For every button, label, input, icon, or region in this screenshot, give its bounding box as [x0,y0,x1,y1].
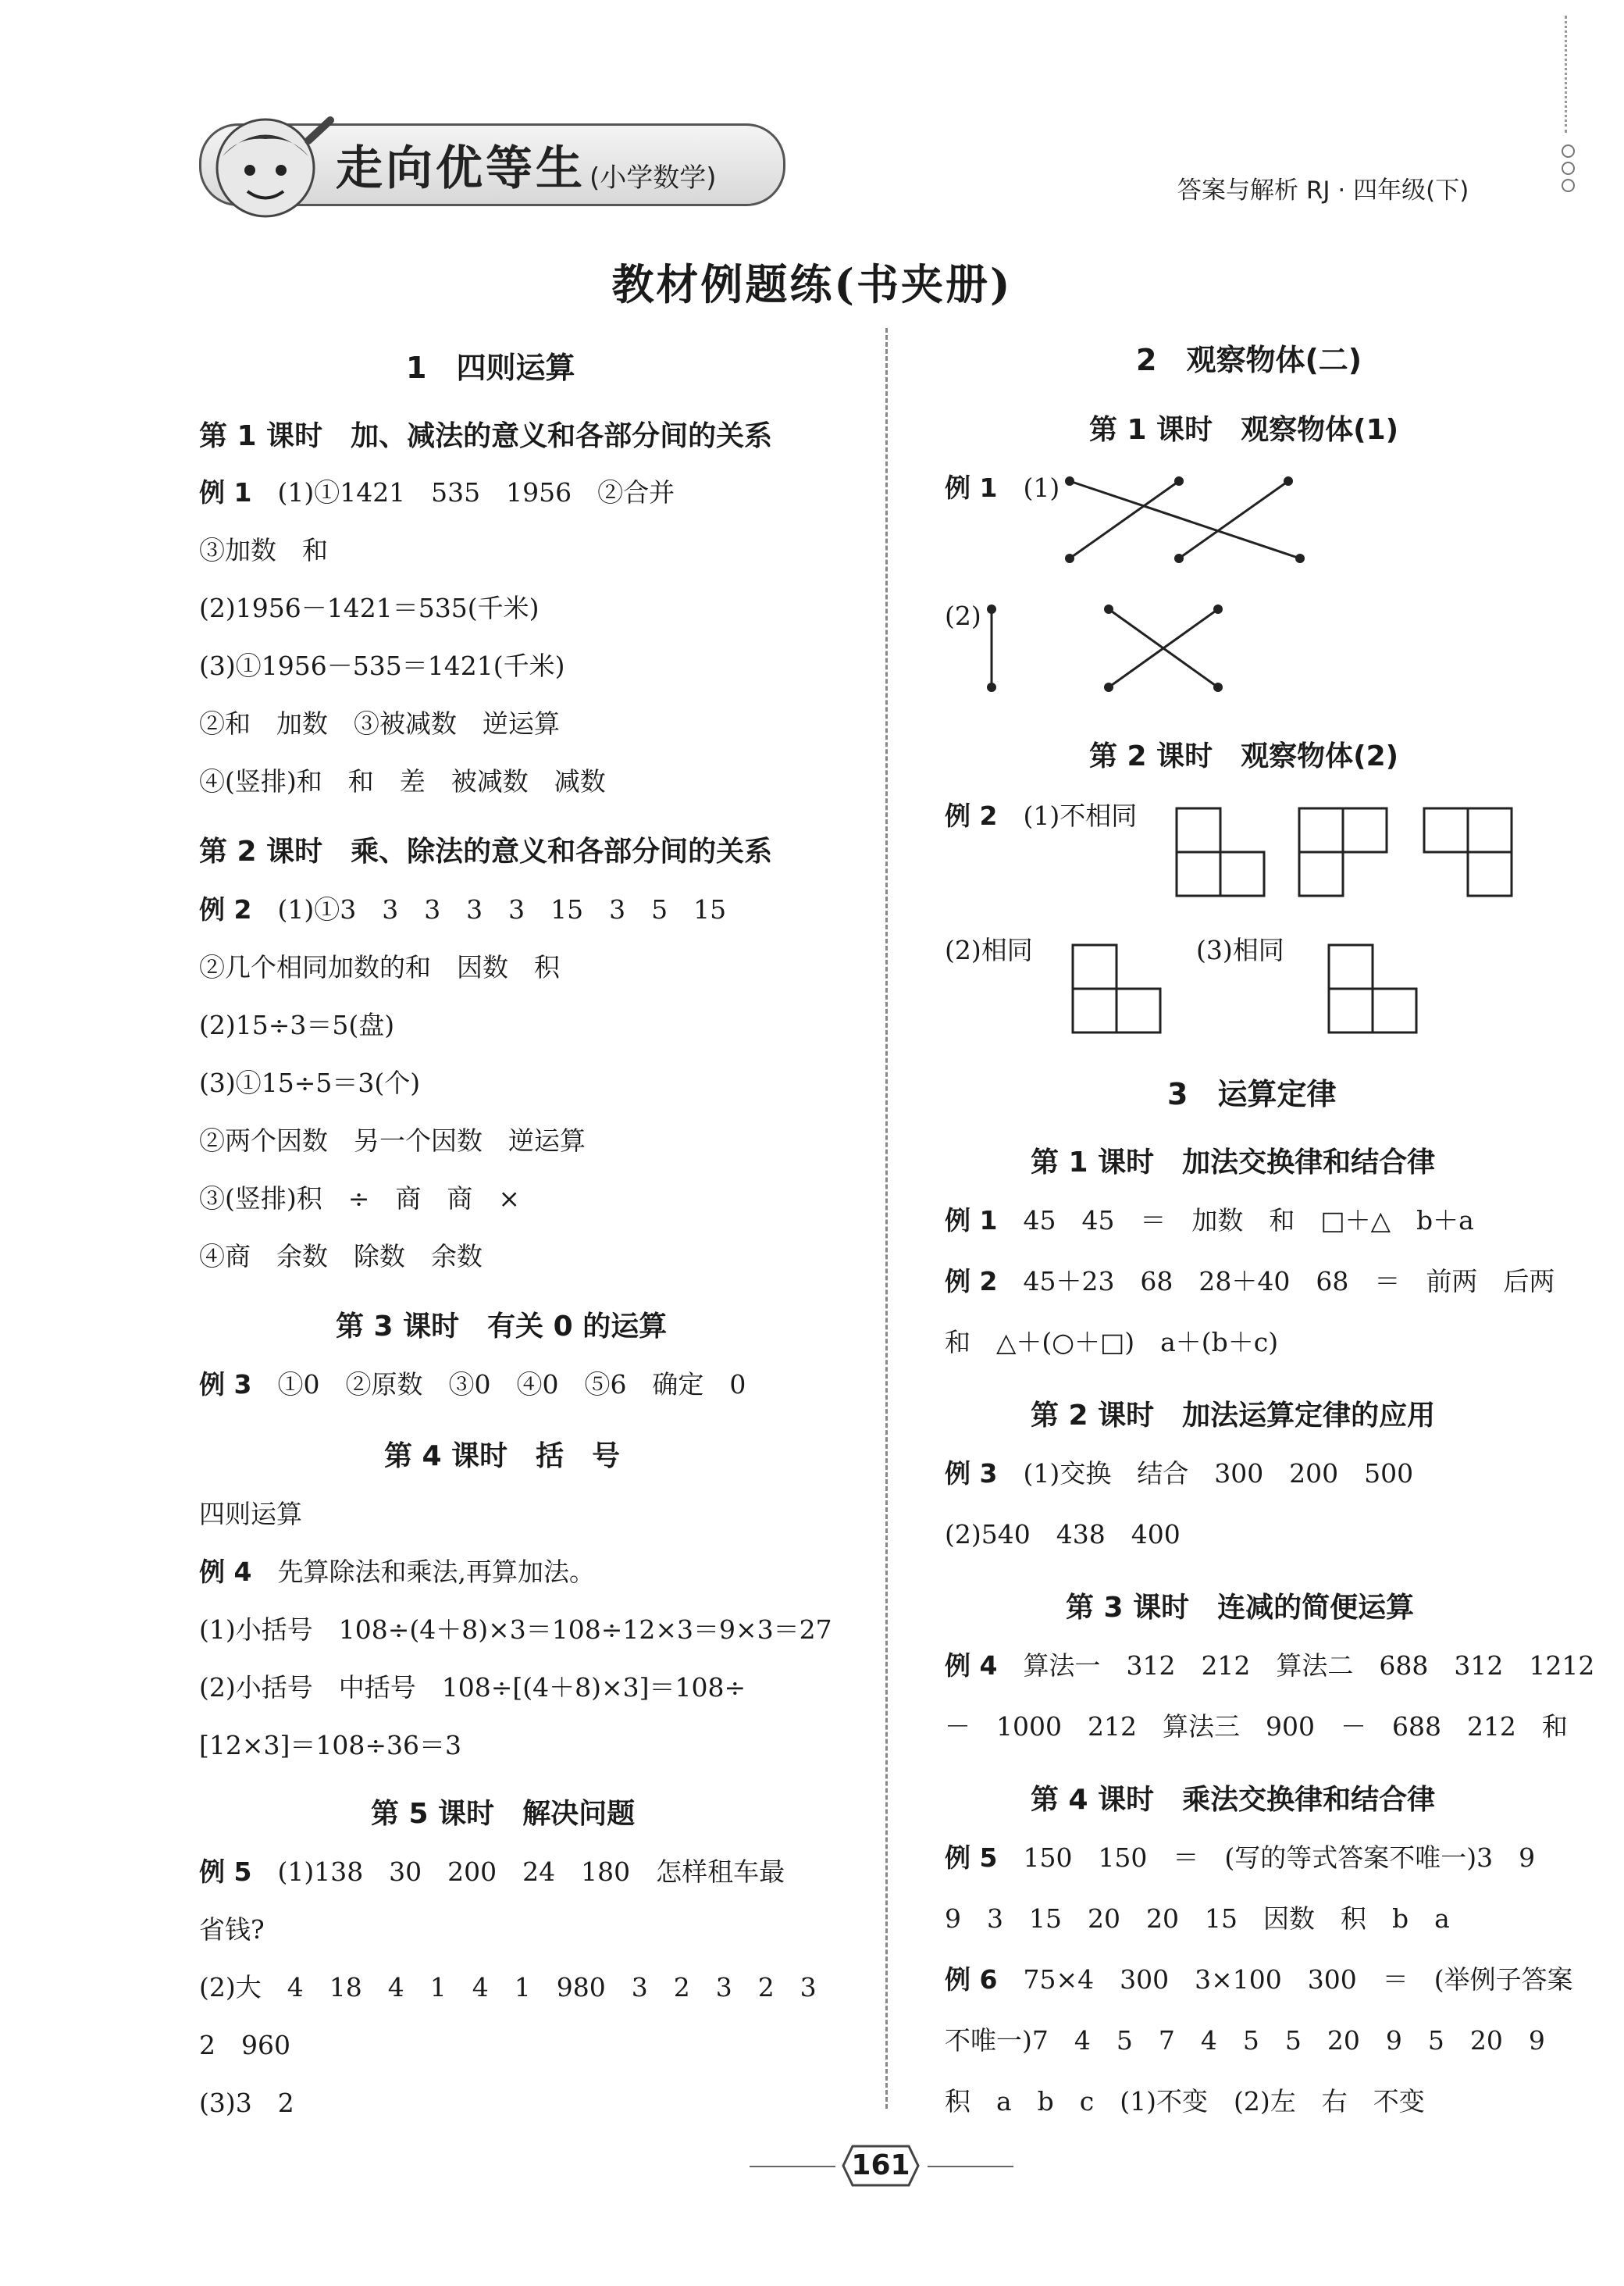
answer-text: (1)138 30 200 24 180 怎样租车最 [277,1856,785,1887]
example-2-line [199,894,727,925]
example-label: 例 3 [199,1369,252,1400]
example-label: 例 3 [945,1458,998,1489]
u3-example-4-line [945,1650,1595,1681]
example-label: 例 4 [945,1650,998,1681]
mascot-icon [191,109,340,226]
view-shape-1 [1175,807,1269,900]
answer-line: (2)相同 [945,935,1033,965]
example-5-line [199,1856,785,1887]
example-label: 例 2 [199,894,252,925]
example-label: 例 1 [199,477,252,508]
example-1-line [199,477,675,508]
unit-3-title: 3 运算定律 [1167,1077,1337,1111]
view-shape-5 [1327,943,1421,1037]
answer-line: [12×3]＝108÷36＝3 [199,1730,462,1760]
lesson-3-title: 第 3 课时 有关 0 的运算 [336,1311,668,1343]
u3-example-1-line [945,1205,1474,1236]
unit-3-lesson-3-title: 第 3 课时 连减的简便运算 [1066,1592,1415,1624]
answer-text: 45 45 ＝ 加数 和 □＋△ b＋a [1023,1205,1474,1236]
example-3-line [199,1369,746,1400]
answer-line: 省钱? [199,1914,265,1945]
answer-line: 和 △＋(○＋□) a＋(b＋c) [945,1327,1279,1357]
example-4-line [199,1559,595,1585]
view-shape-4 [1071,943,1165,1037]
unit-1-title: 1 四则运算 [406,351,575,385]
answer-line: ②几个相同加数的和 因数 积 [199,952,560,983]
answer-line: (3)相同 [1196,935,1284,965]
answer-line: (3)①1956－535＝1421(千米) [199,651,565,681]
u3-example-2-line [945,1268,1555,1294]
example-label: 例 4 [199,1557,252,1587]
answer-text: (1)不相同 [1023,801,1138,831]
answer-text: ①0 ②原数 ③0 ④0 ⑤6 确定 0 [277,1369,746,1400]
example-label: 例 1 [945,1205,998,1236]
example-label: 例 5 [199,1856,252,1887]
logo-title: 走向优等生 [336,141,586,196]
answer-line: (2)15÷3＝5(盘) [199,1010,395,1040]
u3-example-6-line [945,1964,1573,1995]
answer-text: 150 150 ＝ (写的等式答案不唯一)3 9 [1023,1842,1536,1873]
unit-3-lesson-1-title: 第 1 课时 加法交换律和结合律 [1031,1147,1436,1179]
answer-line: ③(竖排)积 ÷ 商 商 × [199,1183,521,1214]
page-number-text: 161 [851,2149,910,2181]
answer-text: 75×4 300 3×100 300 ＝ (举例子答案 [1023,1964,1573,1995]
footer-rule-left [750,2166,835,2167]
answer-line: ②和 加数 ③被减数 逆运算 [199,708,560,739]
example-label: 例 6 [945,1964,998,1995]
line-matching-diagram-2 [980,597,1230,699]
u3-example-5-line [945,1842,1536,1873]
answer-text: (1)①1421 535 1956 ②合并 [277,477,675,508]
answer-text: 算法一 312 212 算法二 688 312 1212 [1023,1650,1595,1681]
answer-line: ④(竖排)和 和 差 被减数 减数 [199,766,606,797]
lesson-2-title: 第 2 课时 乘、除法的意义和各部分间的关系 [199,836,773,868]
answer-line: (2)大 4 18 4 1 4 1 980 3 2 3 2 3 [199,1972,817,2002]
answer-line: (1)小括号 108÷(4＋8)×3＝108÷12×3＝9×3＝27 [199,1614,832,1645]
answer-line: － 1000 212 算法三 900 － 688 212 和 [945,1711,1568,1742]
page-number [842,2144,920,2188]
unit-3-lesson-2-title: 第 2 课时 加法运算定律的应用 [1031,1400,1436,1432]
example-label: 例 2 [945,1266,998,1296]
u2-example-2-line [945,803,1137,829]
answer-line: (3)①15÷5＝3(个) [199,1068,421,1098]
lesson-4-title: 第 4 课时 括 号 [384,1440,621,1472]
answer-text: (1)交换 结合 300 200 500 [1023,1458,1414,1489]
header-book-info: 答案与解析 RJ · 四年级(下) [1177,177,1469,205]
header-dots-decoration [1562,144,1575,196]
example-label: 例 1 [945,473,998,503]
edge-dotted-line [1565,16,1567,133]
answer-line: ②两个因数 另一个因数 逆运算 [199,1125,586,1156]
unit-2-lesson-2-title: 第 2 课时 观察物体(2) [1089,740,1399,772]
answer-line: 9 3 15 20 20 15 因数 积 b a [945,1903,1450,1934]
example-label: 例 2 [945,801,998,831]
lesson-1-title: 第 1 课时 加、减法的意义和各部分间的关系 [199,420,773,452]
unit-2-title: 2 观察物体(二) [1136,343,1362,377]
answer-text: 先算除法和乘法,再算加法。 [277,1557,595,1587]
column-divider [885,328,888,2109]
answer-line: (2) [945,601,981,631]
view-shape-2 [1298,807,1391,900]
example-label: 例 5 [945,1842,998,1873]
view-shape-3 [1423,807,1516,900]
answer-line: ④商 余数 除数 余数 [199,1241,483,1271]
page-title: 教材例题练(书夹册) [611,259,1013,309]
answer-line: (2)小括号 中括号 108÷[(4＋8)×3]＝108÷ [199,1672,746,1703]
unit-2-lesson-1-title: 第 1 课时 观察物体(1) [1089,414,1399,446]
answer-line: (2)1956－1421＝535(千米) [199,593,540,623]
u3-example-3-line [945,1458,1414,1489]
answer-line: (2)540 438 400 [945,1519,1181,1550]
answer-line: ③加数 和 [199,535,328,565]
answer-line: 四则运算 [199,1499,302,1529]
line-matching-diagram-1 [1058,467,1308,572]
answer-text: 45＋23 68 28＋40 68 ＝ 前两 后两 [1023,1266,1555,1296]
lesson-5-title: 第 5 课时 解决问题 [371,1798,636,1830]
answer-line: (3)3 2 [199,2088,294,2118]
logo-subtitle: (小学数学) [589,162,717,194]
unit-3-lesson-4-title: 第 4 课时 乘法交换律和结合律 [1031,1784,1436,1816]
answer-text: (1) [1023,473,1060,503]
answer-line: 不唯一)7 4 5 7 4 5 5 20 9 5 20 9 [945,2025,1545,2056]
footer-rule-right [928,2166,1013,2167]
u2-example-1-line [945,475,1060,501]
answer-line: 积 a b c (1)不变 (2)左 右 不变 [945,2086,1425,2117]
answer-text: (1)①3 3 3 3 3 15 3 5 15 [277,894,727,925]
answer-line: 2 960 [199,2030,290,2060]
